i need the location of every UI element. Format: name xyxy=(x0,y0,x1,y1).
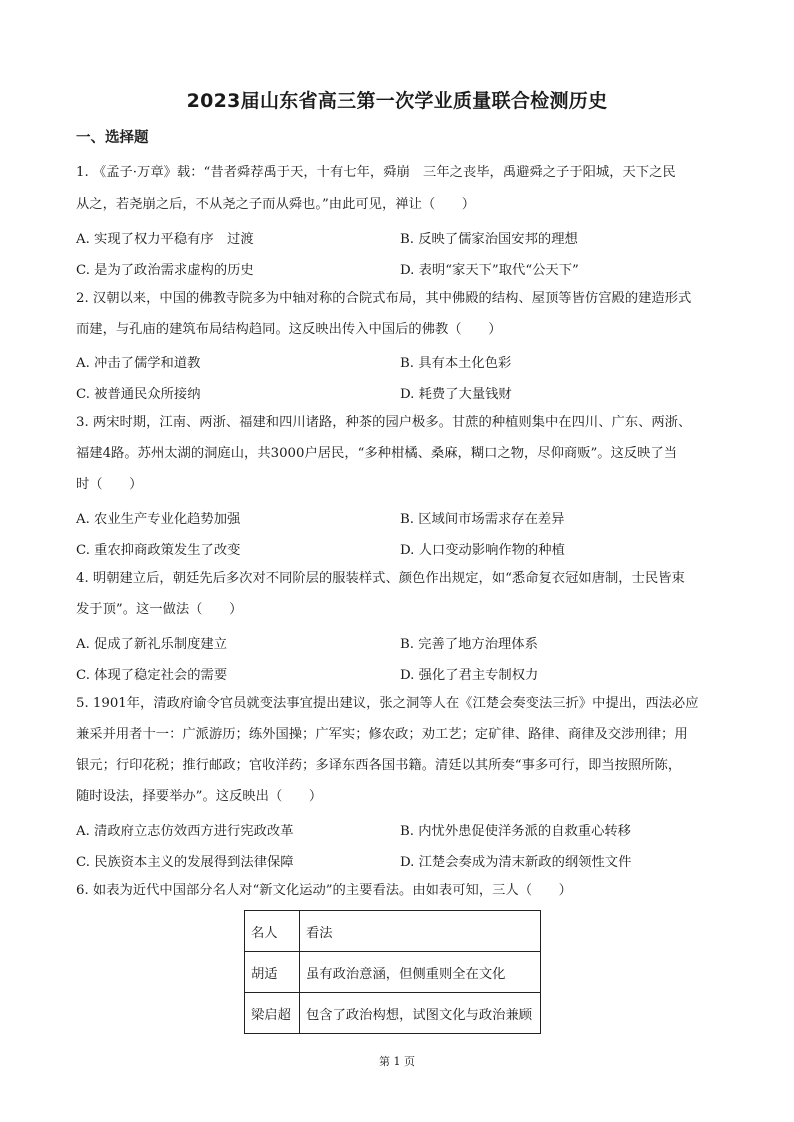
question-4-option-b: B. 完善了地方治理体系 xyxy=(400,637,538,652)
question-4-option-a: A. 促成了新礼乐制度建立 xyxy=(76,637,228,652)
question-5-option-d: D. 江楚会奏成为清末新政的纲领性文件 xyxy=(400,855,632,870)
question-5-stem-line-4: 随时设法，择要举办”。这反映出（ ） xyxy=(76,789,323,804)
question-3-option-c: C. 重农抑商政策发生了改变 xyxy=(76,543,241,558)
table-row xyxy=(245,952,541,993)
section-heading: 一、选择题 xyxy=(76,130,149,146)
question-3-option-a: A. 农业生产专业化趋势加强 xyxy=(76,512,241,527)
page-title: 2023届山东省高三第一次学业质量联合检测历史 xyxy=(186,90,608,112)
question-3-stem-line-3: 时（ ） xyxy=(76,477,143,492)
question-3-stem-line-1: 3. 两宋时期，江南、两浙、福建和四川诸路，种茶的园户极多。甘蔗的种植则集中在四川、广东、两浙、 xyxy=(76,415,692,430)
question-2-option-b: B. 具有本土化色彩 xyxy=(400,356,512,371)
opinions-table xyxy=(244,910,541,1034)
question-1-option-d: D. 表明“家天下”取代“公天下” xyxy=(400,263,579,278)
table-cell-view: 虽有政治意涵，但侧重则全在文化 xyxy=(300,952,541,993)
question-1-stem-line-1: 1. 《孟子·万章》载：“昔者舜荐禹于天，十有七年，舜崩 三年之丧毕，禹避舜之子于阳城，天下之民 xyxy=(76,165,676,180)
question-4-option-d: D. 强化了君主专制权力 xyxy=(400,668,539,683)
table-row xyxy=(245,993,541,1034)
question-4-option-c: C. 体现了稳定社会的需要 xyxy=(76,668,228,683)
question-6-stem-line-1: 6. 如表为近代中国部分名人对“新文化运动”的主要看法。由如表可知，三人（ ） xyxy=(76,883,572,898)
question-4-stem-line-2: 发于顶”。这一做法（ ） xyxy=(76,602,243,617)
question-5-stem-line-2: 兼采并用者十一：广派游历；练外国操；广军实；修农政；劝工艺；定矿律、路律、商律及交涉刑律；用 xyxy=(76,727,688,742)
question-1-option-a: A. 实现了权力平稳有序 过渡 xyxy=(76,232,254,247)
table-cell-name: 梁启超 xyxy=(245,993,300,1034)
table-cell-name: 胡适 xyxy=(245,952,300,993)
question-2-option-d: D. 耗费了大量钱财 xyxy=(400,387,512,402)
page-number: 第 1 页 xyxy=(379,1055,415,1068)
table-header-row xyxy=(245,911,541,952)
question-5-stem-line-3: 银元；行印花税；推行邮政；官收洋药；多译东西各国书籍。清廷以其所奏“事多可行，即当按照所陈， xyxy=(76,758,682,773)
question-5-option-b: B. 内忧外患促使洋务派的自救重心转移 xyxy=(400,824,631,839)
question-1-stem-line-2: 从之，若尧崩之后，不从尧之子而从舜也。”由此可见，禅让（ ） xyxy=(76,197,476,212)
question-5-stem-line-1: 5. 1901年，清政府谕令官员就变法事宜提出建议，张之洞等人在《江楚会奏变法三折》中提出，西法必应 xyxy=(76,696,699,711)
question-2-stem-line-1: 2. 汉朝以来，中国的佛教寺院多为中轴对称的合院式布局，其中佛殿的结构、屋顶等皆仿宫殿的建造形式 xyxy=(76,291,692,306)
question-5-option-a: A. 清政府立志仿效西方进行宪政改革 xyxy=(76,824,294,839)
question-3-option-b: B. 区域间市场需求存在差异 xyxy=(400,512,565,527)
table-header-name: 名人 xyxy=(245,911,300,952)
question-1-option-c: C. 是为了政治需求虚构的历史 xyxy=(76,263,254,278)
question-5-option-c: C. 民族资本主义的发展得到法律保障 xyxy=(76,855,294,870)
question-2-stem-line-2: 而建，与孔庙的建筑布局结构趋同。这反映出传入中国后的佛教（ ） xyxy=(76,322,502,337)
question-2-option-a: A. 冲击了儒学和道教 xyxy=(76,356,201,371)
question-3-stem-line-2: 福建4路。苏州太湖的洞庭山，共3000户居民，“多种柑橘、桑麻，糊口之物，尽仰商贩”。这反映了当 xyxy=(76,446,678,461)
question-4-stem-line-1: 4. 明朝建立后，朝廷先后多次对不同阶层的服装样式、颜色作出规定，如“悉命复衣冠如唐制，士民皆束 xyxy=(76,571,685,586)
table-cell-view: 包含了政治构想，试图文化与政治兼顾 xyxy=(300,993,541,1034)
question-1-option-b: B. 反映了儒家治国安邦的理想 xyxy=(400,232,578,247)
question-3-option-d: D. 人口变动影响作物的种植 xyxy=(400,543,565,558)
question-2-option-c: C. 被普通民众所接纳 xyxy=(76,387,201,402)
table-header-view: 看法 xyxy=(300,911,541,952)
